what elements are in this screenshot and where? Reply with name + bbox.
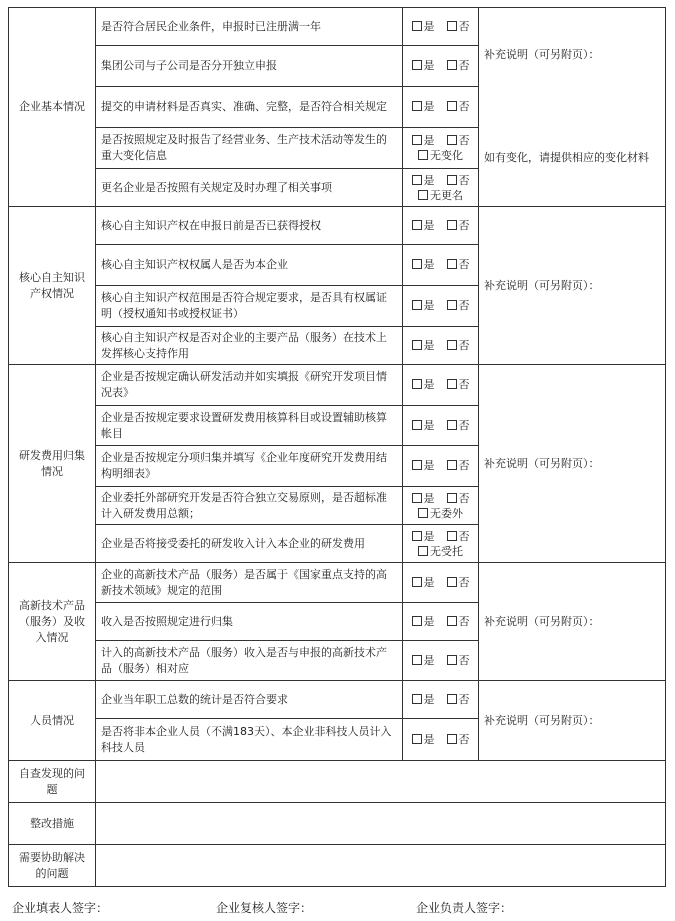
yes-checkbox[interactable] xyxy=(412,300,422,310)
yes-no-options[interactable]: 是 否 xyxy=(403,327,479,365)
yes-no-options[interactable]: 是 否 xyxy=(403,46,479,87)
yes-checkbox[interactable] xyxy=(412,60,422,70)
yes-no-options[interactable]: 是 否 xyxy=(403,245,479,286)
no-checkbox[interactable] xyxy=(447,340,457,350)
no-checkbox[interactable] xyxy=(447,135,457,145)
yes-checkbox[interactable] xyxy=(412,694,422,704)
self-check-form xyxy=(8,7,666,887)
assistance-needed-field[interactable] xyxy=(96,845,666,887)
section-label-basic: 企业基本情况 xyxy=(9,8,96,207)
no-checkbox[interactable] xyxy=(447,300,457,310)
check-item: 是否符合居民企业条件，申报时已注册满一年 xyxy=(96,8,403,46)
note-cell-product[interactable] xyxy=(479,563,666,681)
note-cell-basic[interactable] xyxy=(479,8,666,207)
no-change-checkbox[interactable] xyxy=(418,150,428,160)
note-cell-ip[interactable] xyxy=(479,207,666,365)
yes-checkbox[interactable] xyxy=(412,577,422,587)
section-label-product: 高新技术产品（服务）及收入情况 xyxy=(9,563,96,681)
check-item: 企业委托外部研究开发是否符合独立交易原则，是否超标准计入研发费用总额； xyxy=(96,487,403,525)
yes-no-options[interactable]: 是 否 无委外 xyxy=(403,487,479,525)
yes-no-options[interactable]: 是 否 xyxy=(403,446,479,487)
no-checkbox[interactable] xyxy=(447,493,457,503)
check-item: 企业是否将接受委托的研发收入计入本企业的研发费用 xyxy=(96,525,403,563)
note-text: 补充说明（可另附页）： xyxy=(484,48,600,61)
check-item: 提交的申请材料是否真实、准确、完整，是否符合相关规定 xyxy=(96,87,403,128)
check-item: 核心自主知识产权在申报日前是否已获得授权 xyxy=(96,207,403,245)
no-checkbox[interactable] xyxy=(447,60,457,70)
section-label-ip: 核心自主知识产权情况 xyxy=(9,207,96,365)
rectification-label: 整改措施 xyxy=(9,803,96,845)
no-checkbox[interactable] xyxy=(447,420,457,430)
problems-found-field[interactable] xyxy=(96,761,666,803)
note-text: 补充说明（可另附页）： xyxy=(484,278,600,292)
yes-no-options[interactable]: 是 否 xyxy=(403,603,479,641)
yes-no-options[interactable]: 是 否 xyxy=(403,641,479,681)
yes-checkbox[interactable] xyxy=(412,21,422,31)
note-text: 补充说明（可另附页）： xyxy=(484,713,600,727)
yes-no-options[interactable]: 是 否 xyxy=(403,8,479,46)
no-checkbox[interactable] xyxy=(447,259,457,269)
yes-no-options[interactable]: 是 否 xyxy=(403,406,479,446)
no-checkbox[interactable] xyxy=(447,734,457,744)
yes-no-options[interactable]: 是 否 无更名 xyxy=(403,169,479,207)
check-item: 企业的高新技术产品（服务）是否属于《国家重点支持的高新技术领域》规定的范围 xyxy=(96,563,403,603)
no-checkbox[interactable] xyxy=(447,577,457,587)
yes-no-options[interactable]: 是 否 xyxy=(403,87,479,128)
note-cell-rd[interactable] xyxy=(479,365,666,563)
yes-checkbox[interactable] xyxy=(412,460,422,470)
no-checkbox[interactable] xyxy=(447,220,457,230)
check-item: 企业是否按规定要求设置研发费用核算科目或设置辅助核算帐目 xyxy=(96,406,403,446)
check-item: 计入的高新技术产品（服务）收入是否与申报的高新技术产品（服务）相对应 xyxy=(96,641,403,681)
yes-checkbox[interactable] xyxy=(412,531,422,541)
no-checkbox[interactable] xyxy=(447,175,457,185)
check-item: 收入是否按照规定进行归集 xyxy=(96,603,403,641)
check-item: 更名企业是否按照有关规定及时办理了相关事项 xyxy=(96,169,403,207)
yes-no-options[interactable]: 是 否 xyxy=(403,681,479,719)
reviewer-signature[interactable]: 企业复核人签字： xyxy=(216,901,313,915)
no-commission-checkbox[interactable] xyxy=(418,546,428,556)
principal-signature[interactable]: 企业负责人签字： xyxy=(416,901,513,915)
check-item: 核心自主知识产权权属人是否为本企业 xyxy=(96,245,403,286)
yes-checkbox[interactable] xyxy=(412,101,422,111)
no-checkbox[interactable] xyxy=(447,101,457,111)
note-text: 补充说明（可另附页）： xyxy=(484,456,600,470)
no-checkbox[interactable] xyxy=(447,460,457,470)
yes-no-options[interactable]: 是 否 xyxy=(403,286,479,327)
yes-checkbox[interactable] xyxy=(412,493,422,503)
yes-checkbox[interactable] xyxy=(412,220,422,230)
yes-checkbox[interactable] xyxy=(412,734,422,744)
no-checkbox[interactable] xyxy=(447,616,457,626)
problems-found-label: 自查发现的问题 xyxy=(9,761,96,803)
yes-no-options[interactable]: 是 否 xyxy=(403,563,479,603)
no-checkbox[interactable] xyxy=(447,655,457,665)
check-item: 核心自主知识产权是否对企业的主要产品（服务）在技术上发挥核心支持作用 xyxy=(96,327,403,365)
check-item: 企业当年职工总数的统计是否符合要求 xyxy=(96,681,403,719)
note-cell-staff[interactable] xyxy=(479,681,666,761)
section-label-rd: 研发费用归集情况 xyxy=(9,365,96,563)
check-item: 是否按照规定及时报告了经营业务、生产技术活动等发生的重大变化信息 xyxy=(96,128,403,169)
check-item: 企业是否按规定分项归集并填写《企业年度研究开发费用结构明细表》 xyxy=(96,446,403,487)
yes-no-options[interactable]: 是 否 无受托 xyxy=(403,525,479,563)
check-item: 企业是否按规定确认研发活动并如实填报《研究开发项目情况表》 xyxy=(96,365,403,406)
assistance-needed-label: 需要协助解决的问题 xyxy=(9,845,96,887)
no-outsourcing-checkbox[interactable] xyxy=(418,508,428,518)
check-item: 核心自主知识产权范围是否符合规定要求，是否具有权属证明（授权通知书或授权证书） xyxy=(96,286,403,327)
yes-checkbox[interactable] xyxy=(412,340,422,350)
no-checkbox[interactable] xyxy=(447,21,457,31)
yes-checkbox[interactable] xyxy=(412,259,422,269)
yes-no-options[interactable]: 是 否 无变化 xyxy=(403,128,479,169)
section-label-staff: 人员情况 xyxy=(9,681,96,761)
yes-no-options[interactable]: 是 否 xyxy=(403,719,479,761)
yes-checkbox[interactable] xyxy=(412,655,422,665)
yes-no-options[interactable]: 是 否 xyxy=(403,365,479,406)
no-checkbox[interactable] xyxy=(447,379,457,389)
yes-checkbox[interactable] xyxy=(412,175,422,185)
rectification-field[interactable] xyxy=(96,803,666,845)
note-text: 补充说明（可另附页）： xyxy=(484,614,600,628)
check-item: 集团公司与子公司是否分开独立申报 xyxy=(96,46,403,87)
no-checkbox[interactable] xyxy=(447,694,457,704)
no-rename-checkbox[interactable] xyxy=(418,190,428,200)
no-checkbox[interactable] xyxy=(447,531,457,541)
yes-checkbox[interactable] xyxy=(412,420,422,430)
check-item: 是否将非本企业人员（不满183天）、本企业非科技人员计入科技人员 xyxy=(96,719,403,761)
form-filler-signature[interactable]: 企业填表人签字： xyxy=(12,901,109,915)
yes-no-options[interactable]: 是 否 xyxy=(403,207,479,245)
note-extra: 如有变化，请提供相应的变化材料 xyxy=(484,151,649,164)
yes-checkbox[interactable] xyxy=(412,379,422,389)
yes-checkbox[interactable] xyxy=(412,616,422,626)
yes-checkbox[interactable] xyxy=(412,135,422,145)
